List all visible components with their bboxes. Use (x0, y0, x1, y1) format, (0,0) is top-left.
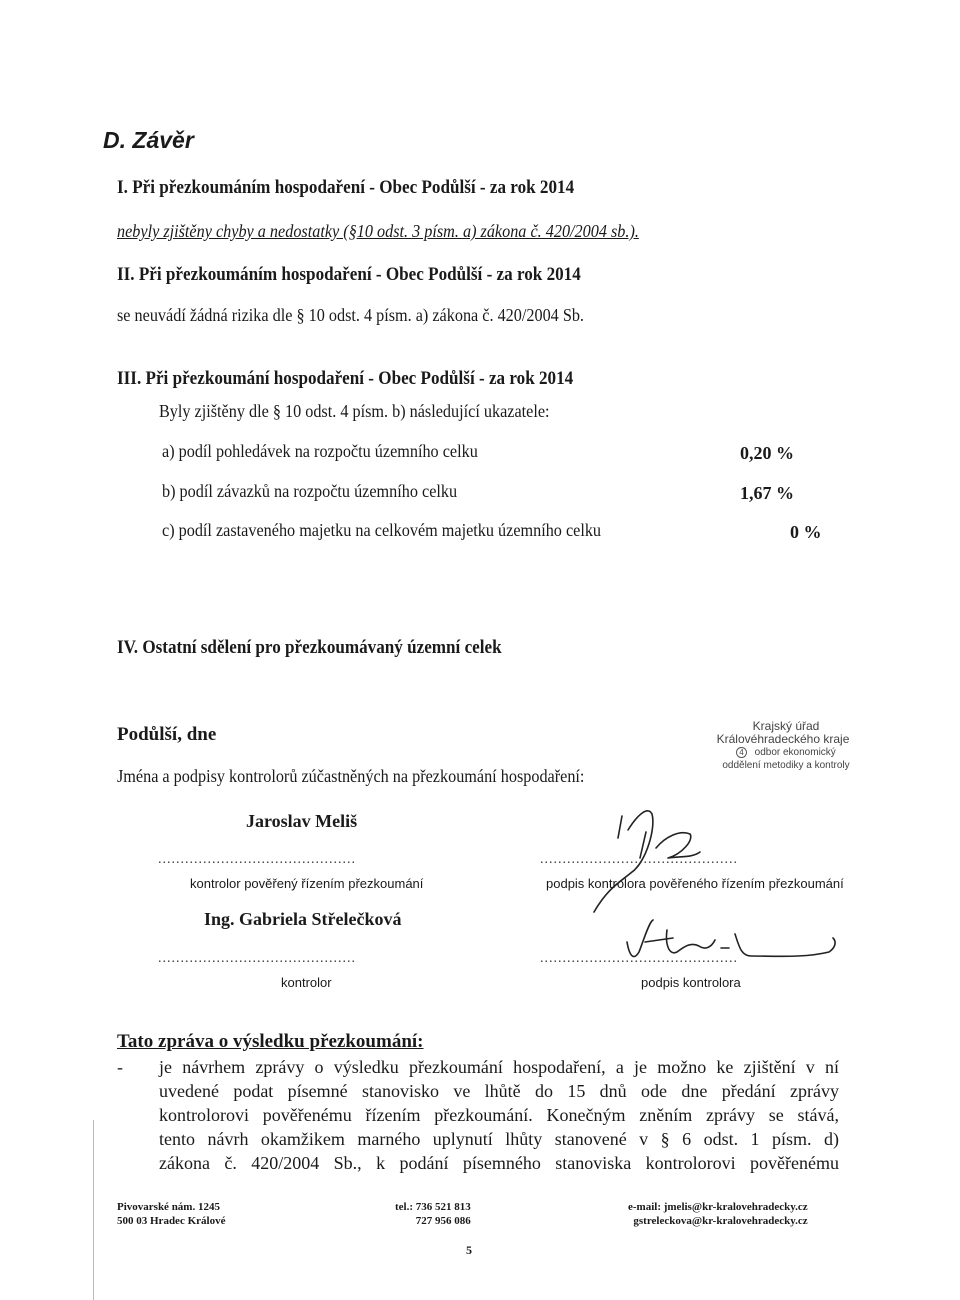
stamp-line: Krajský úřad (752, 719, 820, 733)
footer-phone (395, 1200, 471, 1228)
page-number: 5 (466, 1243, 472, 1257)
stamp-number: 4 (736, 747, 746, 758)
dotted-line: ............................................ (540, 852, 738, 867)
report-line: zákona č. 420/2004 Sb., k podání písemného stanoviska kontrolorovi pověřenému (159, 1153, 839, 1173)
footer-line: tel.: 736 521 813 (395, 1201, 471, 1213)
dotted-line: ............................................ (158, 852, 356, 867)
footer-email (628, 1200, 808, 1228)
stamp-line: 4 odbor ekonomický (706, 746, 866, 759)
place-date: Podůlší, dne (117, 724, 217, 745)
section-1-title: I. Při přezkoumáním hospodaření - Obec Podůlší - za rok 2014 (117, 177, 575, 198)
section-3-intro: Byly zjištěny dle § 10 odst. 4 písm. b) následující ukazatele: (159, 401, 550, 421)
stamp-line: Královéhradeckého kraje (716, 732, 850, 746)
footer-line: Pivovarské nám. 1245 (117, 1201, 220, 1213)
section-2-text: se neuvádí žádná rizika dle § 10 odst. 4 písm. a) zákona č. 420/2004 Sb. (117, 305, 584, 325)
indicator-label: c) podíl zastaveného majetku na celkovém majetku územního celku (162, 520, 602, 540)
signer-name: Ing. Gabriela Střelečková (204, 909, 402, 929)
signature-drawing (560, 800, 730, 915)
signature-drawing (615, 912, 855, 972)
bullet-dash: - (117, 1057, 123, 1077)
section-heading: D. Závěr (103, 127, 194, 153)
footer-line: 727 956 086 (415, 1215, 471, 1227)
footer-line: 500 03 Hradec Králové (117, 1215, 226, 1227)
section-3-title: III. Při přezkoumání hospodaření - Obec Podůlší - za rok 2014 (117, 368, 574, 389)
signatures-label: Jména a podpisy kontrolorů zúčastněných na přezkoumání hospodaření: (117, 766, 585, 786)
margin-line (93, 1120, 94, 1300)
indicator-label: a) podíl pohledávek na rozpočtu územního celku (162, 441, 478, 461)
footer-line: gstreleckova@kr-kralovehradecky.cz (633, 1215, 808, 1227)
report-line: je návrhem zprávy o výsledku přezkoumání hospodaření, a je možno ke zjištění v ní (159, 1057, 839, 1077)
report-line: kontrolorovi pověřenému řízením přezkoumání. Konečným zněním zprávy se stává, (159, 1105, 839, 1125)
section-4-title: IV. Ostatní sdělení pro přezkoumávaný územní celek (117, 637, 502, 658)
section-2-title: II. Při přezkoumáním hospodaření - Obec Podůlší - za rok 2014 (117, 264, 581, 285)
signature-label: podpis kontrolora (641, 975, 741, 990)
dotted-line: ............................................ (540, 951, 738, 966)
indicator-value: 1,67 % (740, 483, 794, 503)
signer-name: Jaroslav Meliš (246, 811, 358, 831)
signature-label: podpis kontrolora pověřeného řízením přezkoumání (546, 876, 844, 891)
indicator-value: 0 % (790, 522, 822, 542)
signer-role: kontrolor (281, 975, 332, 990)
indicator-value: 0,20 % (740, 443, 794, 463)
office-stamp (706, 720, 866, 772)
report-text (159, 1055, 839, 1175)
dotted-line: ............................................ (158, 951, 356, 966)
report-line: uvedené podat písemné stanovisko ve lhůtě do 15 dnů ode dne předání zprávy (159, 1081, 839, 1101)
section-1-finding: nebyly zjištěny chyby a nedostatky (§10 odst. 3 písm. a) zákona č. 420/2004 sb.). (117, 221, 639, 241)
signer-role: kontrolor pověřený řízením přezkoumání (190, 876, 424, 891)
stamp-line: oddělení metodiky a kontroly (722, 760, 850, 771)
report-line: tento návrh okamžikem marného uplynutí lhůty stanovené v § 6 odst. 1 písm. d) (159, 1129, 839, 1149)
report-title: Tato zpráva o výsledku přezkoumání: (117, 1031, 424, 1052)
footer-address (117, 1200, 225, 1228)
footer-line: e-mail: jmelis@kr-kralovehradecky.cz (628, 1201, 808, 1213)
indicator-label: b) podíl závazků na rozpočtu územního celku (162, 481, 458, 501)
